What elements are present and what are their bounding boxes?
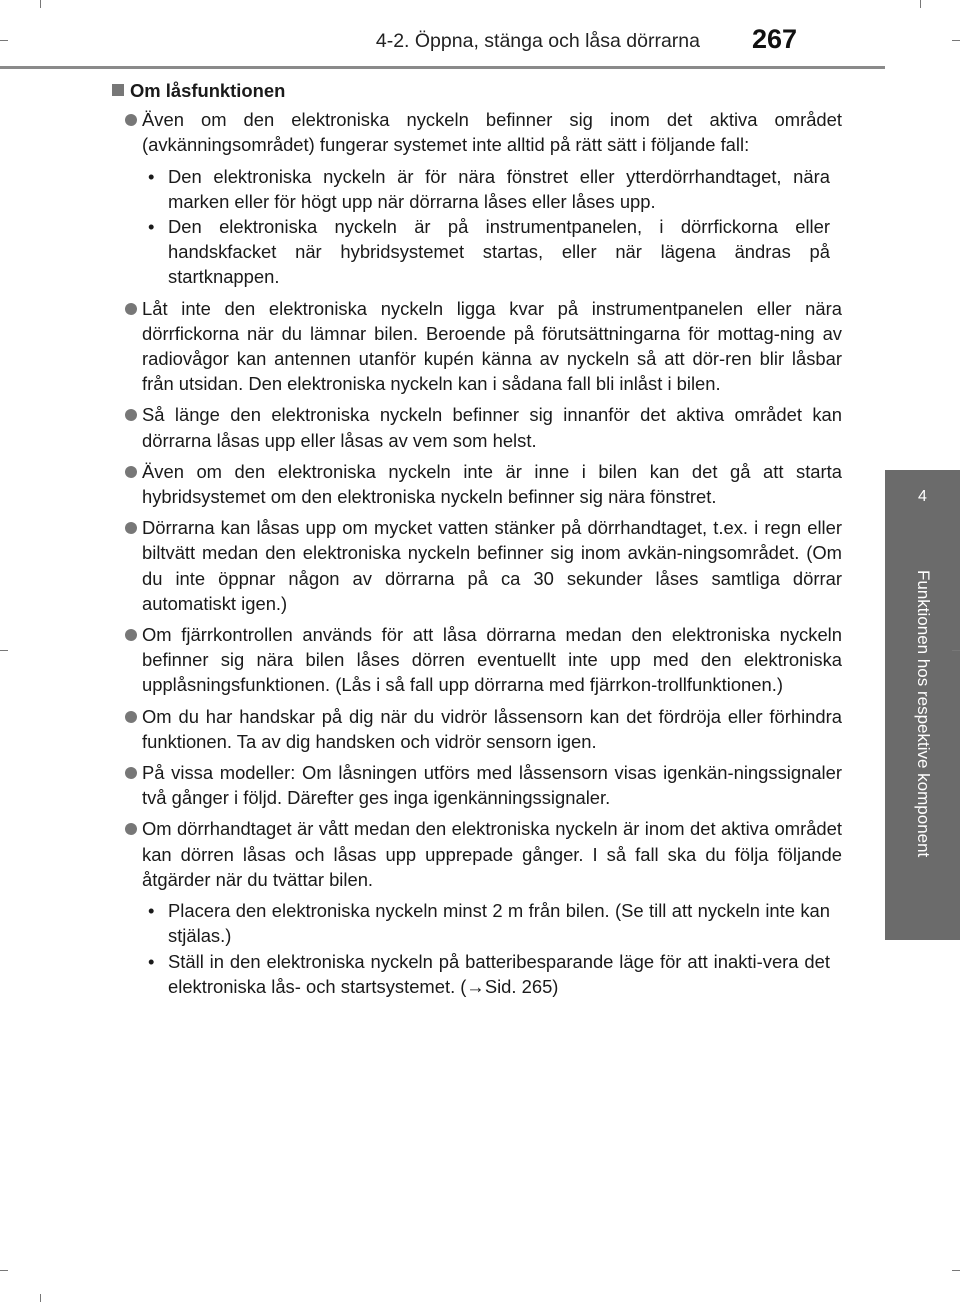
- bullet-icon: •: [148, 950, 155, 972]
- crop-mark: [40, 0, 41, 8]
- crop-mark: [0, 40, 8, 41]
- list-item-text: Om dörrhandtaget är vått medan den elektroniska nyckeln är inom det aktiva området kan dörren låsas och låsas upp upprepade gånger. I så fall ska du följa följande åtgärder när du tvättar bilen.: [142, 818, 842, 890]
- page-header: [0, 0, 885, 69]
- sub-list: [142, 164, 842, 290]
- sub-list-item-text: Den elektroniska nyckeln är på instrumentpanelen, i dörrfickorna eller handskfacket när hybridsystemet startas, eller när lägena ändras på startknappen.: [168, 216, 830, 288]
- crop-mark: [0, 1270, 8, 1271]
- list-item: [112, 107, 842, 289]
- sub-list-item-text: Den elektroniska nyckeln är för nära fönstret eller ytterdörrhandtaget, nära marken eller för högt upp när dörrarna låses eller låses upp.: [168, 165, 830, 212]
- sub-list-item: [142, 214, 830, 290]
- list-item-text: Så länge den elektroniska nyckeln befinner sig innanför det aktiva området kan dörrarna låsas upp eller låsas av vem som helst.: [142, 404, 842, 451]
- crop-mark: [952, 1270, 960, 1271]
- list-item-text: Även om den elektroniska nyckeln befinner sig inom det aktiva området (avkänningsområdet) fungerar systemet inte alltid på rätt sätt i följande fall:: [142, 109, 842, 156]
- round-bullet-icon: [125, 409, 137, 421]
- list-item: [112, 704, 842, 754]
- sub-list-item: [142, 898, 830, 948]
- crop-mark: [920, 0, 921, 8]
- round-bullet-icon: [125, 711, 137, 723]
- list-item: [112, 622, 842, 698]
- list-item: [112, 760, 842, 810]
- list-item: [112, 459, 842, 509]
- list-item-text: Om du har handskar på dig när du vidrör låssensorn kan det fördröja eller förhindra funktionen. Ta av dig handsken och vidrör sensorn igen.: [142, 705, 842, 752]
- round-bullet-icon: [125, 466, 137, 478]
- list-item: [112, 816, 842, 998]
- list-item-text: Dörrarna kan låsas upp om mycket vatten stänker på dörrhandtaget, t.ex. i regn eller biltvätt medan den elektroniska nyckeln befinner sig inom avkän-ningsområdet. (Om du inte öppnar någon av dörrarna på ca 30 sekunder låses samtliga dörrar automatiskt igen.): [142, 517, 842, 614]
- bullet-icon: •: [148, 216, 155, 238]
- crop-mark: [952, 650, 960, 651]
- chapter-tab-label-box: [885, 540, 960, 940]
- round-bullet-icon: [125, 303, 137, 315]
- list-item-text: Låt inte den elektroniska nyckeln ligga kvar på instrumentpanelen eller nära dörrfickorna när du lämnar bilen. Beroende på förutsättningarna för mottag-ning av radiovågor kan antennen utanför kupén känna av nyckeln så att dör-ren blir låsbar från utsidan. Den elektroniska nyckeln kan i sådana fall bli inlåst i bilen.: [142, 297, 842, 395]
- round-bullet-icon: [125, 767, 137, 779]
- page-number: 267: [751, 24, 797, 54]
- list-item: [112, 402, 842, 452]
- list-item: [112, 515, 842, 616]
- chapter-tab-number-box: [885, 470, 960, 540]
- section-heading: [112, 78, 842, 103]
- chapter-number: 4: [918, 488, 927, 505]
- sub-list-item: [142, 949, 830, 999]
- header-section-title: 4-2. Öppna, stänga och låsa dörrarna: [375, 30, 700, 52]
- chapter-label: Funktionen hos respektive komponent: [913, 570, 933, 858]
- crop-mark: [40, 1294, 41, 1302]
- bullet-icon: •: [148, 900, 155, 922]
- crop-mark: [952, 40, 960, 41]
- page-content: [112, 78, 842, 1005]
- item-list: [112, 107, 842, 999]
- sub-list-item-text: Ställ in den elektroniska nyckeln på batteribesparande läge för att inakti-vera det elektroniska lås- och startsystemet. (→Sid. 265): [168, 950, 830, 997]
- sub-list-item-text: Placera den elektroniska nyckeln minst 2 m från bilen. (Se till att nyckeln inte kan stjälas.): [168, 900, 830, 947]
- sub-list: [142, 898, 842, 999]
- round-bullet-icon: [125, 823, 137, 835]
- round-bullet-icon: [125, 629, 137, 641]
- section-heading-text: Om låsfunktionen: [130, 80, 286, 101]
- round-bullet-icon: [125, 522, 137, 534]
- sub-list-item: [142, 164, 830, 214]
- list-item: [112, 296, 842, 397]
- crop-mark: [0, 650, 8, 651]
- bullet-icon: •: [148, 165, 155, 187]
- list-item-text: Om fjärrkontrollen används för att låsa dörrarna medan den elektroniska nyckeln befinner sig nära bilen låses dörren eventuellt inte upp med den elektroniska upplåsningsfunktionen. (Lås i så fall upp dörrarna med fjärrkon-trollfunktionen.): [142, 624, 842, 696]
- list-item-text: Även om den elektroniska nyckeln inte är inne i bilen kan det gå att starta hybridsystemet om den elektroniska nyckeln befinner sig nära fönstret.: [142, 460, 842, 508]
- list-item-text: På vissa modeller: Om låsningen utförs med låssensorn visas igenkän-ningssignaler två gånger i följd. Därefter ges inga igenkänningssignaler.: [142, 762, 842, 809]
- round-bullet-icon: [125, 114, 137, 126]
- square-bullet-icon: [112, 84, 124, 96]
